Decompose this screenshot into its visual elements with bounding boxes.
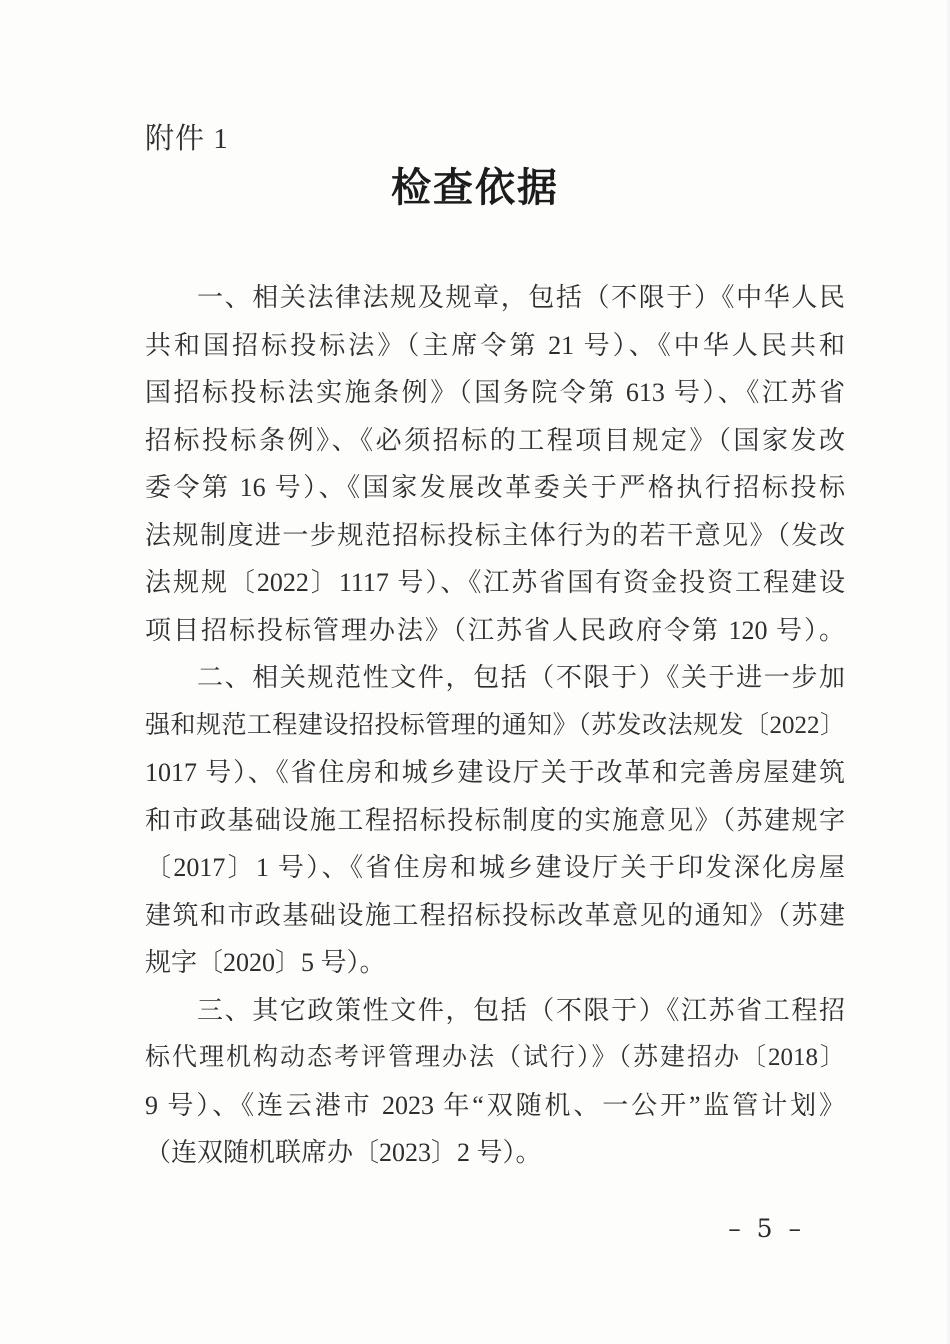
text-line: 国招标投标法实施条例》（国务院令第 613 号）、《江苏省 xyxy=(145,378,845,407)
text-line: 规字〔2020〕5 号）。 xyxy=(145,948,386,977)
text-line: （连双随机联席办〔2023〕2 号）。 xyxy=(145,1138,542,1167)
document-title: 检查依据 xyxy=(391,165,559,210)
text-line: 9 号）、《连云港市 2023 年“双随机、一公开”监管计划》 xyxy=(145,1090,845,1120)
text-line: 法规规〔2022〕1117 号）、《江苏省国有资金投资工程建设 xyxy=(145,568,845,597)
text-line: 1017 号）、《省住房和城乡建设厅关于改革和完善房屋建筑 xyxy=(145,758,845,787)
text-line: 招标投标条例》、《必须招标的工程项目规定》（国家发改 xyxy=(145,425,845,455)
text-line: 二、相关规范性文件，包括（不限于）《关于进一步加 xyxy=(197,663,845,692)
attachment-label: 附件 1 xyxy=(145,123,229,155)
text-line: 委令第 16 号）、《国家发展改革委关于严格执行招标投标 xyxy=(145,473,845,502)
text-line: 项目招标投标管理办法》（江苏省人民政府令第 120 号）。 xyxy=(145,615,845,645)
text-line: 标代理机构动态考评管理办法（试行）》（苏建招办〔2018〕 xyxy=(145,1044,845,1071)
document-body xyxy=(145,274,845,1177)
page-number: – 5 – xyxy=(728,1214,805,1243)
text-line: 和市政基础设施工程招标投标制度的实施意见》（苏建规字 xyxy=(145,805,845,835)
text-line: 共和国招标投标法》（主席令第 21 号）、《中华人民共和 xyxy=(145,330,845,360)
text-line: 〔2017〕1 号）、《省住房和城乡建设厅关于印发深化房屋 xyxy=(145,853,845,882)
paragraph-normative-documents xyxy=(145,654,845,987)
text-line: 一、相关法律法规及规章，包括（不限于）《中华人民 xyxy=(197,283,845,312)
text-line: 建筑和市政基础设施工程招标投标改革意见的通知》（苏建 xyxy=(145,900,845,930)
text-line: 三、其它政策性文件，包括（不限于）《江苏省工程招 xyxy=(197,995,845,1025)
paragraph-laws xyxy=(145,274,845,654)
paragraph-policy-documents xyxy=(145,987,845,1177)
text-line: 强和规范工程建设招投标管理的通知》（苏发改法规发〔2022〕 xyxy=(145,711,845,739)
text-line: 法规制度进一步规范招标投标主体行为的若干意见》（发改 xyxy=(145,520,845,550)
